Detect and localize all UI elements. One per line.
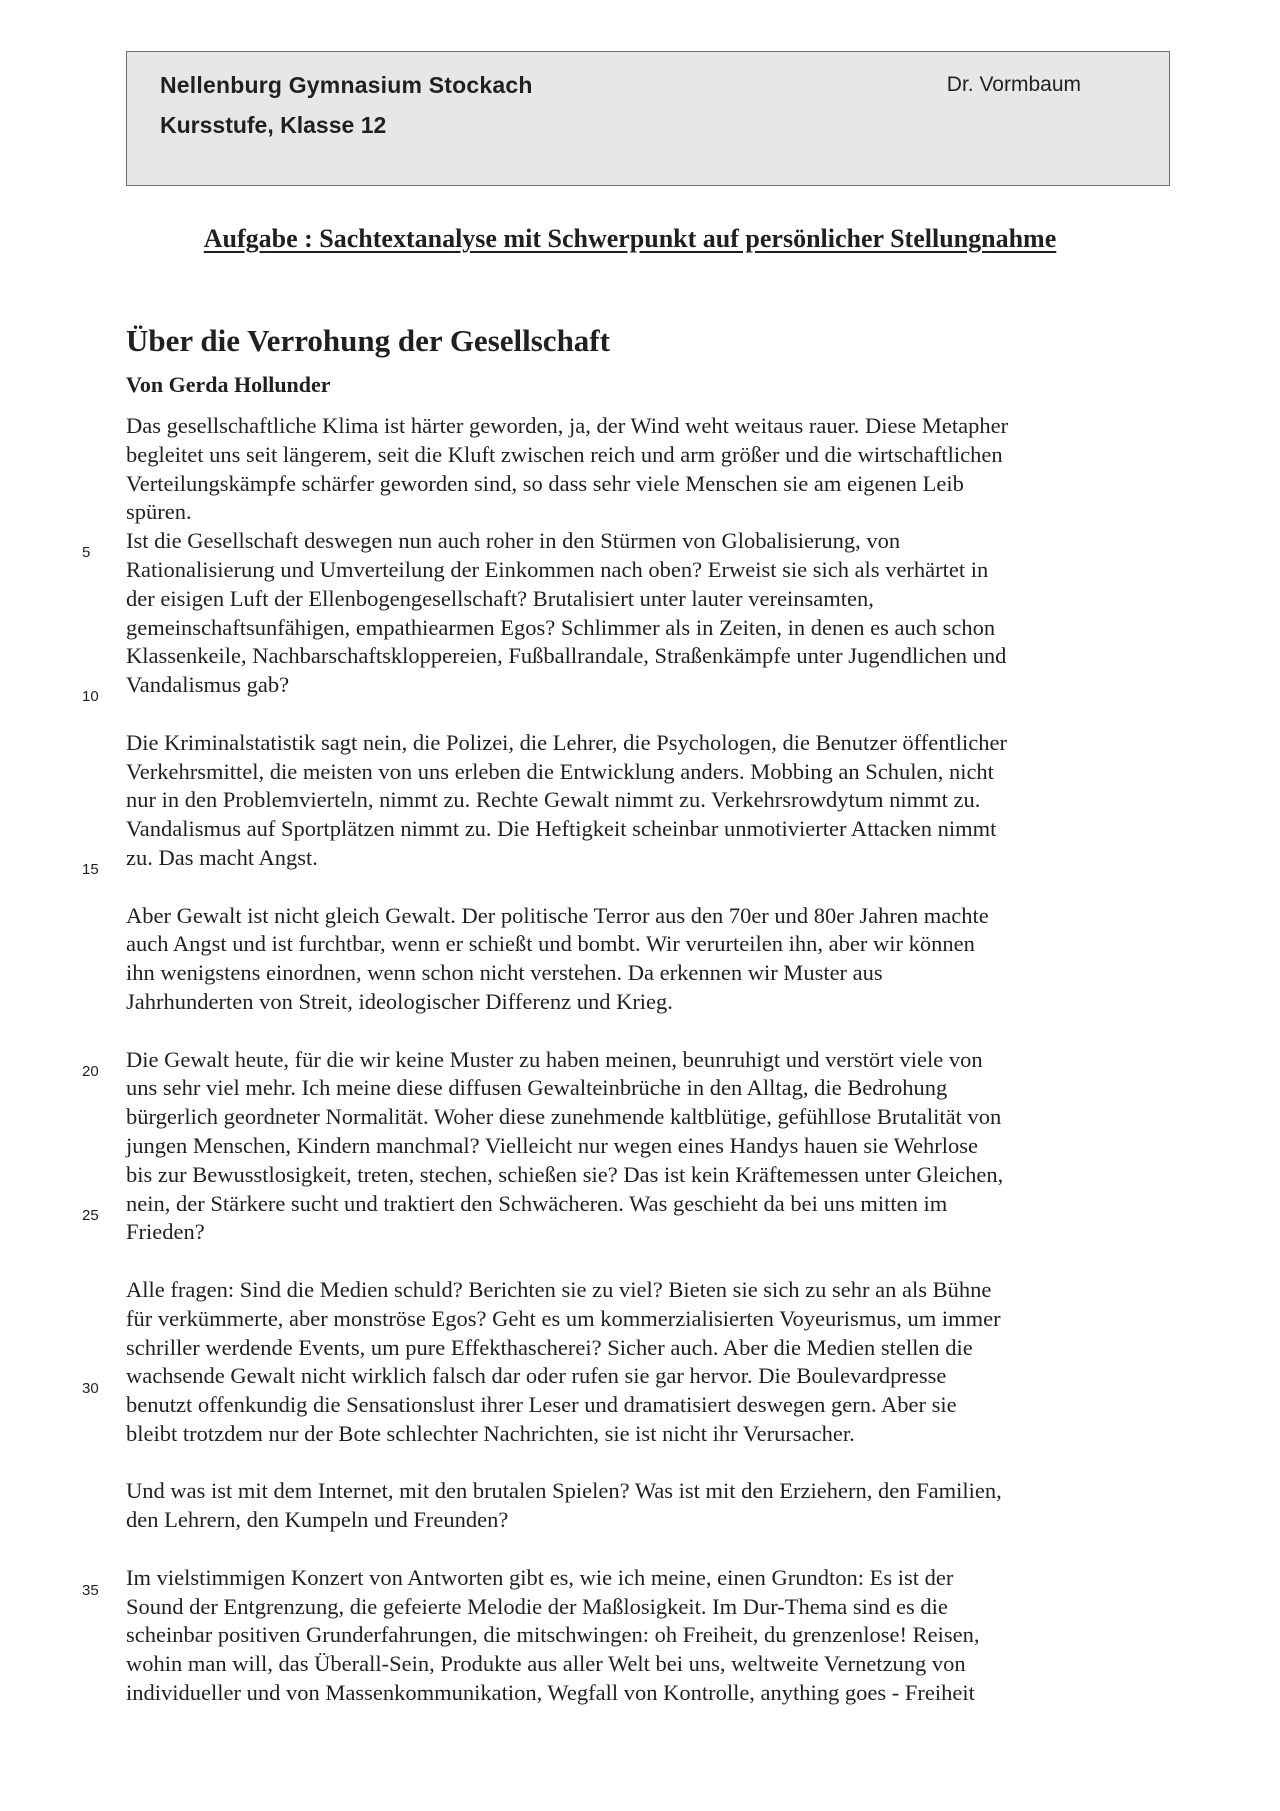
text-line: Rationalisierung und Umverteilung der Einkommen nach oben? Erweist sie sich als verhärtet in [126, 556, 989, 582]
text-line: Verteilungskämpfe schärfer geworden sind, so dass sehr viele Menschen sie am eigenen Leib [126, 470, 964, 496]
text-line: Das gesellschaftliche Klima ist härter geworden, ja, der Wind weht weitaus rauer. Diese Metapher [126, 413, 1009, 438]
line-number: 10 [82, 688, 99, 705]
paragraph [126, 1564, 1146, 1708]
text-line: Vandalismus gab? [126, 672, 290, 698]
line-number: 30 [82, 1380, 99, 1397]
paragraph [126, 527, 1146, 700]
text-line: bis zur Bewusstlosigkeit, treten, stechen, schießen sie? Das ist kein Kräftemessen unter Gleichen, [126, 1161, 1004, 1187]
paragraph [126, 1276, 1146, 1449]
text-line: bürgerlich geordneter Normalität. Woher diese zunehmende kaltblütige, gefühllose Brutalität von [126, 1104, 1002, 1130]
text-line: schriller werdende Events, um pure Effekthascherei? Sicher auch. Aber die Medien stellen die [126, 1334, 973, 1360]
text-line: Aber Gewalt ist nicht gleich Gewalt. Der politische Terror aus den 70er und 80er Jahren machte [126, 902, 989, 928]
line-number: 15 [82, 861, 99, 878]
text-line: Die Gewalt heute, für die wir keine Muster zu haben meinen, beunruhigt und verstört viele von [126, 1046, 983, 1072]
teacher-name: Dr. Vormbaum [946, 73, 1081, 96]
paragraph [126, 412, 1146, 527]
paragraph [126, 902, 1146, 1017]
line-number: 20 [82, 1063, 99, 1080]
text-line: Im vielstimmigen Konzert von Antworten gibt es, wie ich meine, einen Grundton: Es ist der [126, 1564, 954, 1590]
text-line: Alle fragen: Sind die Medien schuld? Berichten sie zu viel? Bieten sie sich zu sehr an als Bühne [126, 1276, 992, 1302]
paragraph [126, 1477, 1146, 1535]
text-line: wohin man will, das Überall-Sein, Produkte aus aller Welt bei uns, weltweite Vernetzung von [126, 1651, 966, 1677]
line-number: 25 [82, 1207, 99, 1224]
text-line: individueller und von Massenkommunikation, Wegfall von Kontrolle, anything goes - Freiheit [126, 1680, 975, 1706]
text-line: uns sehr viel mehr. Ich meine diese diffusen Gewalteinbrüche in den Alltag, die Bedrohung [126, 1075, 948, 1101]
text-line: jungen Menschen, Kindern manchmal? Vielleicht nur wegen eines Handys hauen sie Wehrlose [126, 1132, 979, 1158]
line-number: 5 [82, 544, 91, 561]
text-line: gemeinschaftsunfähigen, empathiearmen Egos? Schlimmer als in Zeiten, in denen es auch schon [126, 614, 996, 640]
text-line: Vandalismus auf Sportplätzen nimmt zu. Die Heftigkeit scheinbar unmotivierter Attacken nimmt [126, 816, 997, 842]
text-line: Frieden? [126, 1219, 205, 1245]
text-line: begleitet uns seit längerem, seit die Kluft zwischen reich und arm größer und die wirtschaftlichen [126, 441, 1003, 467]
text-line: Ist die Gesellschaft deswegen nun auch roher in den Stürmen von Globalisierung, von [126, 528, 901, 554]
text-line: scheinbar positiven Grunderfahrungen, die mitschwingen: oh Freiheit, du grenzenlose! Reisen, [126, 1622, 980, 1648]
text-line: der eisigen Luft der Ellenbogengesellschaft? Brutalisiert unter lauter vereinsamten, [126, 585, 874, 611]
article-title: Über die Verrohung der Gesellschaft [126, 323, 610, 358]
text-line: ihn wenigstens einordnen, wenn schon nicht verstehen. Da erkennen wir Muster aus [126, 960, 883, 986]
text-line: für verkümmerte, aber monströse Egos? Geht es um kommerzialisierten Voyeurismus, um immer [126, 1305, 1001, 1331]
article-author: Von Gerda Hollunder [126, 372, 331, 397]
paragraph [126, 729, 1146, 873]
text-line: nein, der Stärkere sucht und traktiert den Schwächeren. Was geschieht da bei uns mitten im [126, 1190, 948, 1216]
course-label: Kursstufe, Klasse 12 [160, 112, 387, 138]
text-line: zu. Das macht Angst. [126, 844, 318, 870]
paragraph [126, 1046, 1146, 1248]
text-line: den Lehrern, den Kumpeln und Freunden? [126, 1507, 509, 1533]
text-line: Klassenkeile, Nachbarschaftskloppereien, Fußballrandale, Straßenkämpfe unter Jugendlichen und [126, 643, 1007, 669]
school-name: Nellenburg Gymnasium Stockach [160, 72, 533, 98]
text-line: bleibt trotzdem nur der Bote schlechter Nachrichten, sie ist nicht ihr Verursacher. [126, 1420, 855, 1446]
header-box [126, 51, 1170, 186]
text-line: Und was ist mit dem Internet, mit den brutalen Spielen? Was ist mit den Erziehern, den Familien, [126, 1478, 1002, 1504]
text-line: spüren. [126, 499, 192, 525]
text-line: benutzt offenkundig die Sensationslust ihrer Leser und dramatisiert deswegen gern. Aber sie [126, 1392, 957, 1418]
task-heading: Aufgabe : Sachtextanalyse mit Schwerpunkt auf persönlicher Stellungnahme [203, 224, 1057, 253]
article-body [126, 412, 1146, 1737]
text-line: Die Kriminalstatistik sagt nein, die Polizei, die Lehrer, die Psychologen, die Benutzer öffentlicher [126, 729, 1007, 755]
text-line: Jahrhunderten von Streit, ideologischer Differenz und Krieg. [126, 988, 673, 1014]
text-line: wachsende Gewalt nicht wirklich falsch dar oder rufen sie gar hervor. Die Boulevardpresse [126, 1363, 947, 1389]
text-line: Sound der Entgrenzung, die gefeierte Melodie der Maßlosigkeit. Im Dur-Thema sind es die [126, 1593, 948, 1619]
line-number: 35 [82, 1582, 99, 1599]
text-line: auch Angst und ist furchtbar, wenn er schießt und bombt. Wir verurteilen ihn, aber wir können [126, 931, 975, 957]
text-line: Verkehrsmittel, die meisten von uns erleben die Entwicklung anders. Mobbing an Schulen, nicht [126, 758, 994, 784]
text-line: nur in den Problemvierteln, nimmt zu. Rechte Gewalt nimmt zu. Verkehrsrowdytum nimmt zu. [126, 787, 981, 813]
